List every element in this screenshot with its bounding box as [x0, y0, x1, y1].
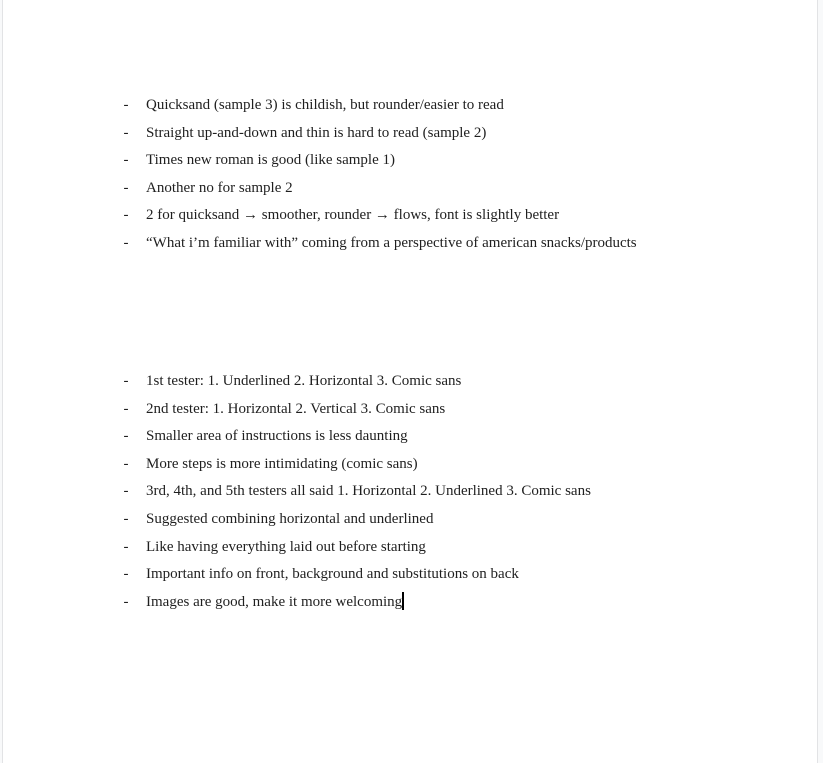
notes-list-font-feedback [3, 93, 817, 259]
bullet-dash: - [123, 179, 129, 196]
list-item-text: Like having everything laid out before starting [146, 538, 426, 555]
list-item[interactable] [3, 479, 817, 507]
list-item[interactable] [3, 121, 817, 149]
list-item-text: Important info on front, background and substitutions on back [146, 566, 519, 583]
list-item[interactable] [3, 452, 817, 480]
list-item-text-with-cursor [146, 590, 404, 614]
bullet-dash: - [123, 593, 129, 610]
list-item[interactable] [3, 590, 817, 618]
list-item-text: 1st tester: 1. Underlined 2. Horizontal 3. Comic sans [146, 373, 462, 389]
bullet-dash: - [123, 97, 129, 113]
list-item[interactable] [3, 176, 817, 204]
bullet-dash: - [123, 566, 129, 583]
bullet-dash: - [123, 483, 129, 500]
list-item[interactable] [3, 535, 817, 563]
list-item[interactable] [3, 203, 817, 231]
list-item-text: 2nd tester: 1. Horizontal 2. Vertical 3. Comic sans [146, 400, 446, 417]
bullet-dash: - [123, 234, 129, 251]
list-item-text: More steps is more intimidating (comic sans) [146, 455, 418, 472]
bullet-dash: - [123, 373, 129, 389]
list-item-text: Images are good, make it more welcoming [146, 593, 403, 610]
document-page[interactable] [2, 0, 818, 763]
text-cursor [402, 592, 404, 610]
list-item-text: 2 for quicksand → smoother, rounder → flows, font is slightly better [146, 207, 560, 224]
bullet-dash: - [123, 124, 129, 141]
list-item-text: Straight up-and-down and thin is hard to read (sample 2) [146, 124, 487, 141]
list-item[interactable] [3, 231, 817, 259]
bullet-dash: - [123, 152, 129, 169]
list-item[interactable] [3, 369, 817, 397]
bullet-dash: - [123, 428, 129, 445]
bullet-dash: - [123, 455, 129, 472]
list-item[interactable] [3, 148, 817, 176]
list-item-text: Quicksand (sample 3) is childish, but rounder/easier to read [146, 97, 504, 113]
list-item[interactable] [3, 424, 817, 452]
bullet-dash: - [123, 510, 129, 527]
bullet-dash: - [123, 538, 129, 555]
list-item[interactable] [3, 562, 817, 590]
list-item-text: “What i’m familiar with” coming from a perspective of american snacks/products [146, 234, 637, 251]
list-item-text: Times new roman is good (like sample 1) [146, 152, 396, 169]
list-item[interactable] [3, 507, 817, 535]
list-item[interactable] [3, 397, 817, 425]
bullet-dash: - [123, 207, 129, 224]
list-item-text: 3rd, 4th, and 5th testers all said 1. Horizontal 2. Underlined 3. Comic sans [146, 483, 591, 500]
list-item-text: Suggested combining horizontal and underlined [146, 510, 434, 527]
bullet-dash: - [123, 400, 129, 417]
list-item-text: Another no for sample 2 [146, 179, 293, 196]
list-item[interactable] [3, 93, 817, 121]
notes-list-tester-feedback [3, 369, 817, 617]
list-item-text: Smaller area of instructions is less daunting [146, 428, 408, 445]
